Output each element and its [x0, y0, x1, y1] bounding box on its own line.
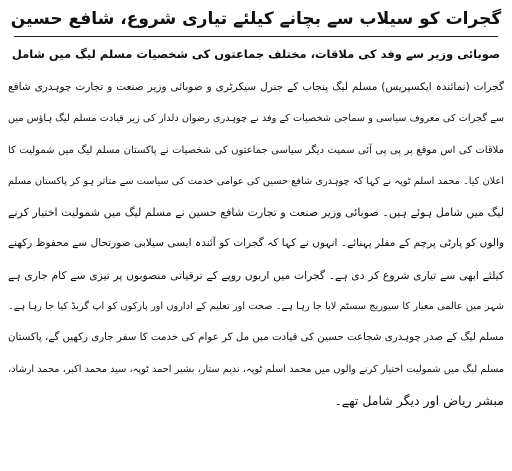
body-line: سے گجرات کی معروف سیاسی و سماجی شخصیات کے وفد نے چوہدری رضوان دلدار کی زیر قیادت مسلم لیگ ہاؤس میں — [8, 113, 504, 125]
headline: گجرات کو سیلاب سے بچانے کیلئے تیاری شروع، شافع حسین — [10, 9, 502, 29]
body-line: ملاقات کی اس موقع پر پی پی آئی سمیت دیگر سیاسی جماعتوں کی شخصیات نے پاکستان مسلم لیگ میں شمولیت کا — [8, 144, 504, 156]
body-line: والوں کو پارٹی پرچم کے مفلر پہنائے۔ انہوں نے کہا کہ گجرات کو آئندہ ایسی سیلابی صورتحال سے محفوظ رکھنے — [8, 237, 504, 250]
body-line: اعلان کیا۔ محمد اسلم ٹوپہ نے کہا کہ چوہدری شافع حسین کی عوامی خدمت کی سیاست سے متاثر ہو کر پاکستان مسلم — [8, 175, 504, 187]
body-line: لیگ میں شامل ہوئے ہیں۔ صوبائی وزیر صنعت و تجارت شافع حسین نے مسلم لیگ میں شمولیت اختیار کرنے — [8, 206, 504, 220]
body-line: مبشر ریاض اور دیگر شامل تھے۔ — [334, 392, 504, 408]
subheadline: صوبائی وزیر سے وفد کی ملاقات، مختلف جماعتوں کی شخصیات مسلم لیگ میں شامل — [11, 47, 501, 61]
body-line: شہر میں عالمی معیار کا سیوریج سسٹم لایا جا رہا ہے۔ صحت اور تعلیم کے اداروں اور پارکوں کو اپ گریڈ کیا جا رہا ہے۔ — [8, 301, 504, 313]
headline-divider — [14, 36, 498, 37]
body-line: گجرات (نمائندہ ایکسپریس) مسلم لیگ پنجاب کے جنرل سیکرٹری و صوبائی وزیر صنعت و تجارت چوہدری شافع — [8, 81, 504, 93]
body-line: مسلم لیگ کے صدر چوہدری شجاعت حسین کی قیادت میں مل کر عوام کی خدمت کا سفر جاری رکھیں گے، پاکستان — [8, 331, 504, 344]
body-line: مسلم لیگ میں شمولیت اختیار کرنے والوں میں محمد اسلم ٹوپہ، ندیم ستار، بشیر احمد ٹوپہ، سید محمد اکبر، محمد ارشاد، — [8, 363, 504, 375]
body-line: کیلئے ابھی سے تیاری شروع کر دی ہے۔ گجرات میں اربوں روپے کے ترقیاتی منصوبوں پر تیزی سے کام جاری ہے — [8, 268, 504, 282]
article-body — [8, 72, 504, 416]
